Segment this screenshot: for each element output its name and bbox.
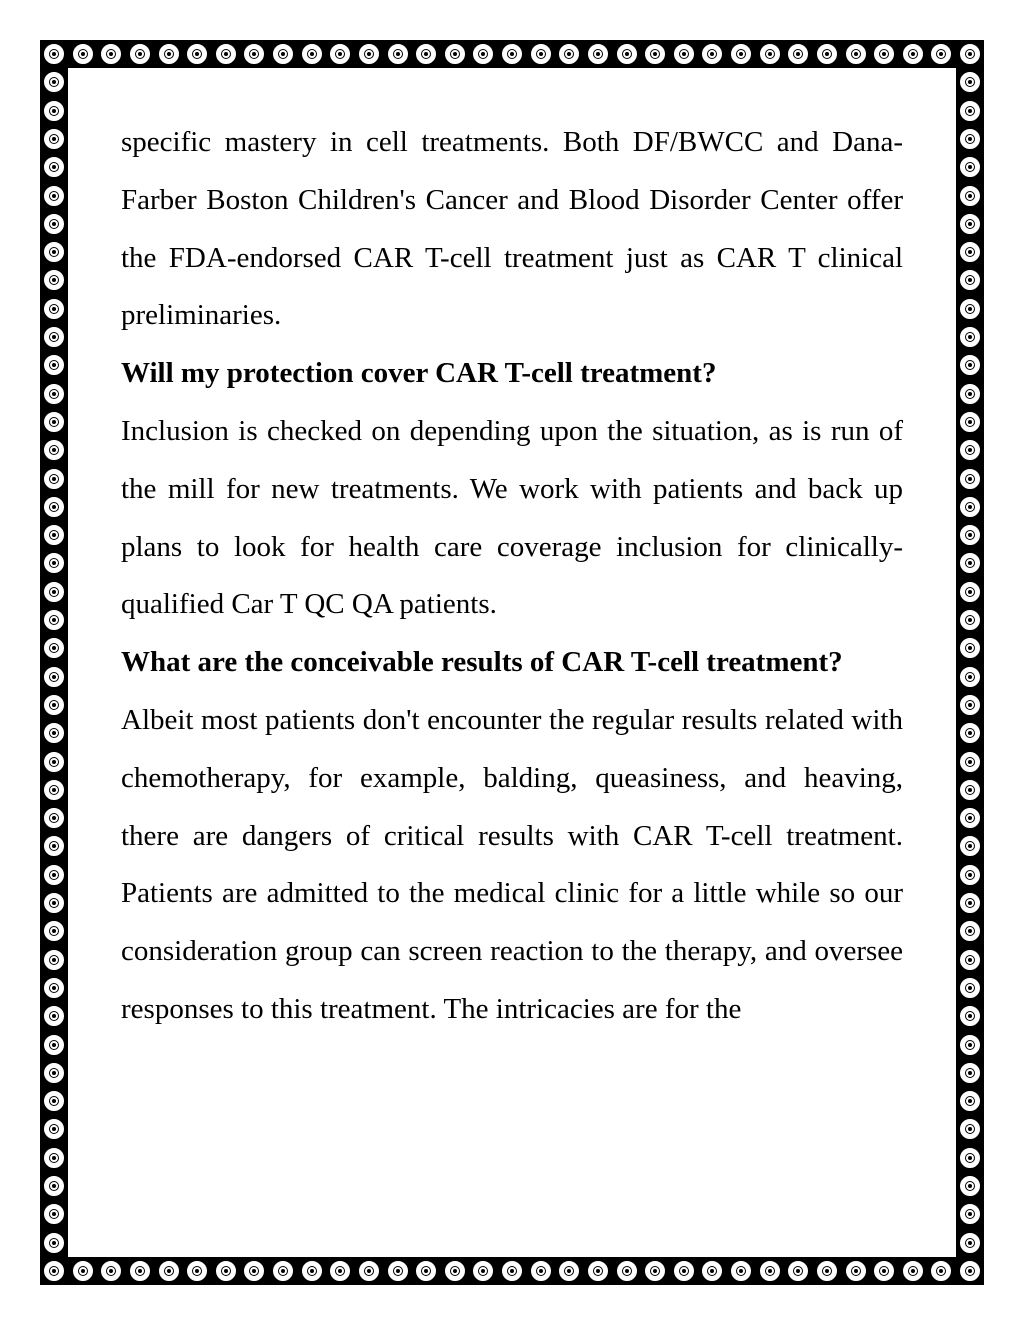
paragraph-insurance-coverage: Inclusion is checked on depending upon the situation, as is run of the mill for new treatments. We work with patients and back up plans to look for health care coverage inclusion for clinically-qualified Car T QC QA patients. — [121, 414, 903, 621]
paragraph-intro: specific mastery in cell treatments. Both DF/BWCC and Dana-Farber Boston Children's Cancer and Blood Disorder Center offer the FDA-endorsed CAR T-cell treatment just as CAR T clinical preliminaries. — [121, 126, 903, 332]
heading-side-effects: What are the conceivable results of CAR T-cell treatment? — [121, 646, 843, 679]
document-body — [121, 114, 903, 1039]
paragraph-side-effects: Albeit most patients don't encounter the regular results related with chemotherapy, for example, balding, queasiness, and heaving, there are dangers of critical results with CAR T-cell treatment. Patients are admitted to the medical clinic for a little while so our consideration group can screen reaction to the therapy, and oversee responses to this treatment. The intricacies are for the — [121, 703, 903, 1025]
heading-insurance-coverage: Will my protection cover CAR T-cell treatment? — [121, 357, 717, 390]
